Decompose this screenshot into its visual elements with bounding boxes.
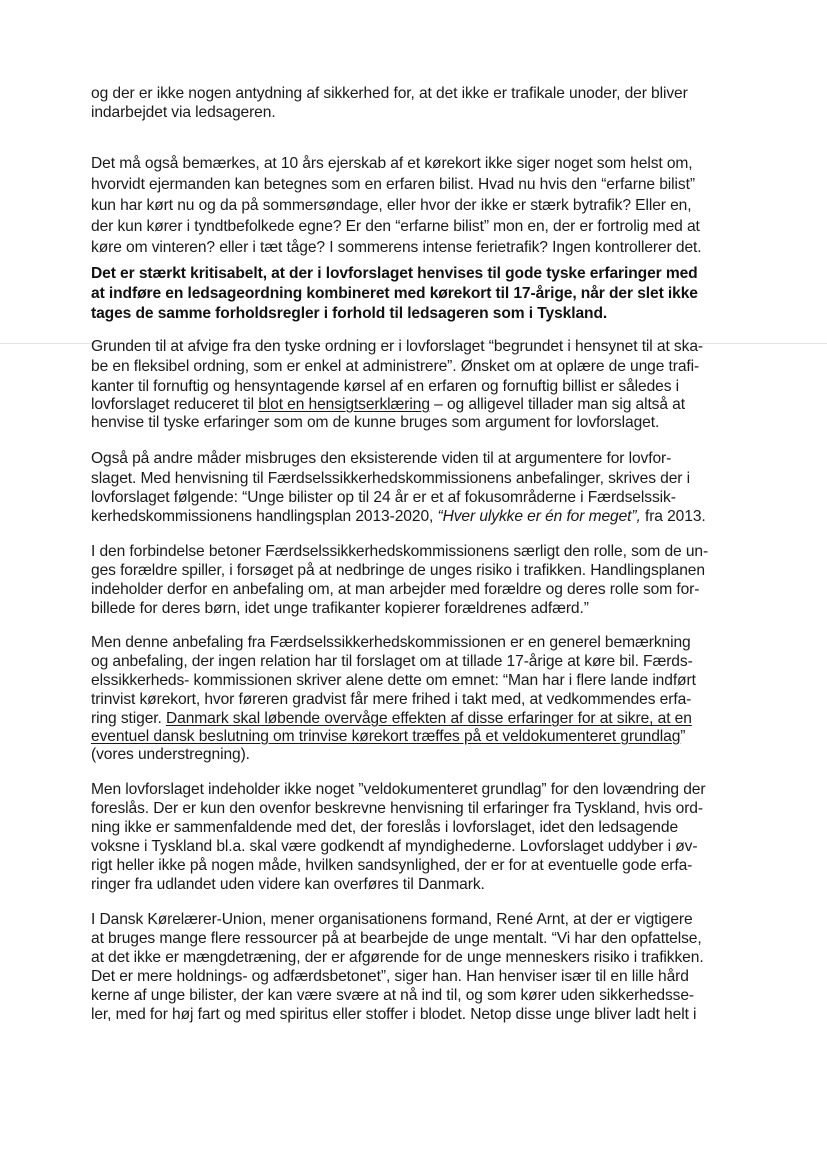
text-line: Også på andre måder misbruges den eksisterende viden til at argumentere for lovfor- [91, 450, 672, 467]
text-line: køre om vinteren? eller i tæt tåge? I sommerens intense ferietrafik? Ingen kontrollerer det. [91, 239, 702, 256]
text-line: slaget. Med henvisning til Færdselssikkerhedskommissionens anbefalinger, skrives der i [91, 470, 690, 487]
text-line: eventuel dansk beslutning om trinvise kørekort træffes på et veldokumenteret grundlag” [91, 728, 686, 745]
text-line: ringer fra udlandet uden videre kan overføres til Danmark. [91, 876, 485, 893]
text-line: kanter til fornuftig og hensyntagende kørsel af en erfaren og fornuftig billist er således i [91, 378, 680, 395]
text-line: indeholder derfor en anbefaling om, at man arbejder med forældre og deres rolle som for- [91, 581, 700, 598]
text-line: og anbefaling, der ingen relation har til forslaget om at tillade 17-årige at køre bil. Færds- [91, 653, 693, 670]
text-line: voksne i Tyskland bl.a. skal være godkendt af myndighederne. Lovforslaget uddyber i øv- [91, 838, 698, 855]
bold-text-line: Det er stærkt kritisabelt, at der i lovforslaget henvises til gode tyske erfaringer med [91, 265, 698, 282]
text-line: henvise til tyske erfaringer som om de kunne bruges som argument for lovforslaget. [91, 414, 660, 431]
text-line: ges forældre spiller, i forsøget på at nedbringe de unges risiko i trafikken. Handlingsplanen [91, 562, 705, 579]
italic-text: “Hver ulykke er én for meget”, [437, 508, 641, 525]
text-line: (vores understregning). [91, 746, 250, 763]
text-line: Grunden til at afvige fra den tyske ordning er i lovforslaget “begrundet i hensynet til at ska- [91, 338, 703, 355]
text-line: elssikkerheds- kommissionen skriver alene dette om emnet: “Man har i flere lande indført [91, 672, 696, 689]
text-line: og der er ikke nogen antydning af sikkerhed for, at det ikke er trafikale unoder, der bliver [91, 85, 688, 102]
text-line: trinvist kørekort, hvor føreren gradvist får mere frihed i takt med, at vedkommendes erfa- [91, 691, 692, 708]
text-line: Det må også bemærkes, at 10 års ejerskab af et kørekort ikke siger noget som helst om, [91, 155, 693, 172]
text-line: I Dansk Kørelærer-Union, mener organisationens formand, René Arnt, at der er vigtigere [91, 911, 693, 928]
text-line: ring stiger. Danmark skal løbende overvåge effekten af disse erfaringer for at sikre, at en [91, 710, 692, 727]
bold-text-line: at indføre en ledsageordning kombineret med kørekort til 17-årige, når der slet ikke [91, 285, 698, 302]
text-line: ler, med for høj fart og med spiritus eller stoffer i blodet. Netop disse unge bliver ladt helt i [91, 1006, 697, 1023]
text-line: I den forbindelse betoner Færdselssikkerhedskommissionens særligt den rolle, som de un- [91, 543, 709, 560]
text-line: kun har kørt nu og da på sommersøndage, eller hvor der ikke er stærk bytrafik? Eller en, [91, 197, 692, 214]
underlined-text: eventuel dansk beslutning om trinvise kørekort træffes på et veldokumenteret grundlag [91, 728, 681, 745]
text-line: at det ikke er mængdetræning, der er afgørende for de unge menneskers risiko i trafikken. [91, 949, 704, 966]
text-line: foreslås. Der er kun den ovenfor beskrevne henvisning til erfaringer fra Tyskland, hvis ord- [91, 800, 703, 817]
text-line: kerne af unge bilister, der kan være svære at nå ind til, og som kører uden sikkerhedsse- [91, 987, 695, 1004]
text-line: kerhedskommissionens handlingsplan 2013-2020, “Hver ulykke er én for meget”, fra 2013. [91, 508, 706, 525]
bold-text-line: tages de samme forholdsregler i forhold til ledsageren som i Tyskland. [91, 305, 608, 322]
text-line: rigt heller ikke på nogen måde, hvilken sandsynlighed, der er for at eventuelle gode erfa- [91, 857, 693, 874]
text-line: be en fleksibel ordning, som er enkel at administrere”. Ønsket om at oplære de unge trafi- [91, 358, 700, 375]
text-line: lovforslaget reduceret til blot en hensigtserklæring – og alligevel tillader man sig altså at [91, 396, 685, 413]
text-line: indarbejdet via ledsageren. [91, 104, 276, 121]
text-line: hvorvidt ejermanden kan betegnes som en erfaren bilist. Hvad nu hvis den “erfarne bilist” [91, 176, 695, 193]
text-line: der kun kører i tyndtbefolkede egne? Er den “erfarne bilist” mon en, der er fortrolig med at [91, 218, 700, 235]
text-line: ning ikke er sammenfaldende med det, der foreslås i lovforslaget, idet den ledsagende [91, 819, 679, 836]
text-line: lovforslaget følgende: “Unge bilister op til 24 år er et af fokusområderne i Færdselssik- [91, 489, 676, 506]
text-line: Men denne anbefaling fra Færdselssikkerhedskommissionen er en generel bemærkning [91, 634, 691, 651]
text-line: billede for deres børn, idet unge trafikanter kopierer forældrenes adfærd.” [91, 600, 589, 617]
text-line: Det er mere holdnings- og adfærdsbetonet”, siger han. Han henviser især til en lille hård [91, 968, 689, 985]
text-line: Men lovforslaget indeholder ikke noget ”veldokumenteret grundlag” for den lovændring der [91, 781, 706, 798]
underlined-text: Danmark skal løbende overvåge effekten af disse erfaringer for at sikre, at en [165, 710, 692, 727]
text-line: at bruges mange flere ressourcer på at bearbejde de unge mentalt. “Vi har den opfattelse, [91, 930, 702, 947]
underlined-text: blot en hensigtserklæring [258, 396, 430, 413]
